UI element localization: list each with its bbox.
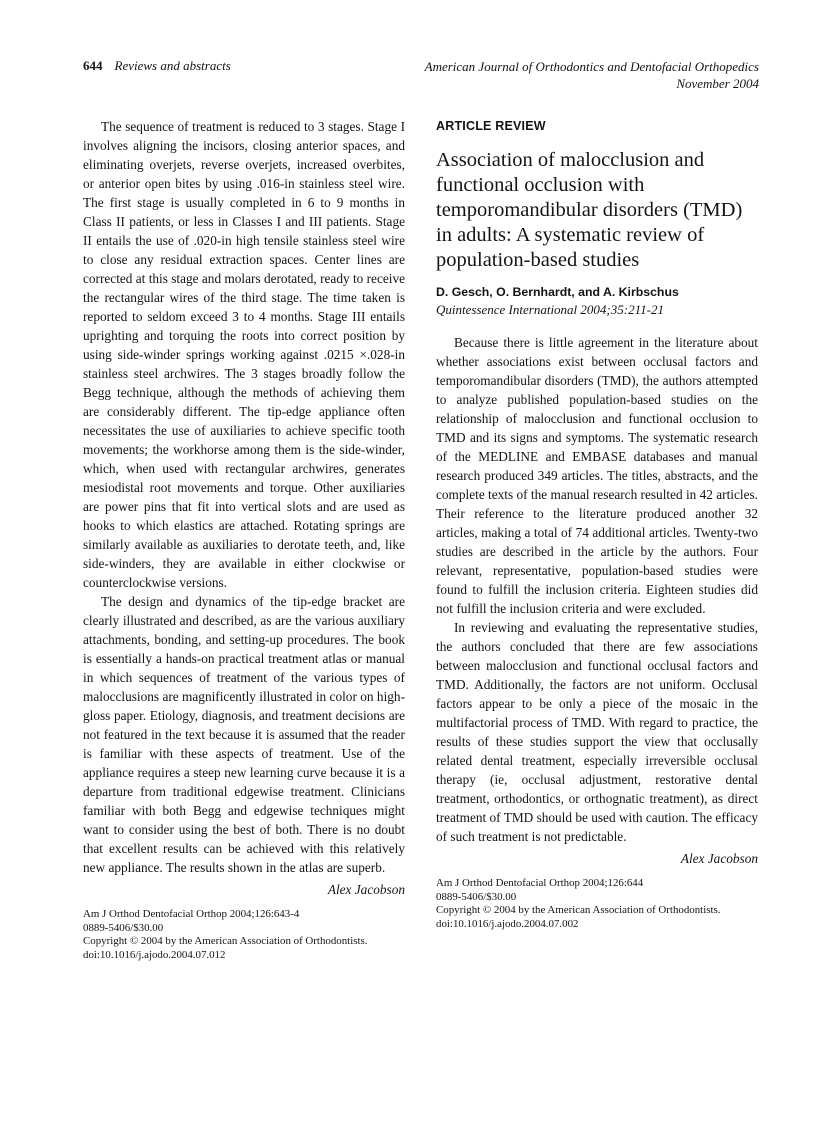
two-column-layout bbox=[83, 117, 758, 962]
running-head bbox=[83, 58, 759, 92]
review-paragraph: The design and dynamics of the tip-edge bracket are clearly illustrated and described, as are the various auxiliary attachments, bonding, and setting-up procedures. The book is essentially a hands-on practical treatment atlas or manual in which sequences of treatment of the various types of malocclusions are magnificently illustrated in color on high-gloss paper. Etiology, diagnosis, and treatment decisions are not featured in the text because it is assumed that the reader is familiar with these aspects of treatment. Use of the appliance requires a steep new learning curve because it is a departure from traditional edgewise treatment. Clinicians familiar with both Begg and edgewise techniques might want to consider using the best of both. There is no doubt that excellent results can be achieved with this relatively new appliance. The results shown in the atlas are superb. bbox=[83, 594, 405, 875]
citation-block bbox=[83, 908, 405, 962]
article-title: Association of malocclusion and functional occlusion with temporomandibular disorders (TMD) in adults: A systematic review of population-based studies bbox=[436, 149, 743, 271]
citation-line: 0889-5406/$30.00 bbox=[436, 890, 517, 903]
issue-date: November 2004 bbox=[676, 76, 759, 91]
review-paragraph: The sequence of treatment is reduced to 3 stages. Stage I involves aligning the incisors, closing anterior spaces, and eliminating overjets, reverse overjets, increased overbites, or anterior open bites by using .016-in stainless steel wire. The first stage is usually completed in 6 to 9 months in Class II patients, or less in Classes I and III patients. Stage II entails the use of .020-in high tensile stainless steel wire to close any residual extraction spaces. Center lines are corrected at this stage and molars derotated, ready to receive the rectangular wires of the third stage. The time taken is reported to seldom exceed 3 to 4 months. Stage III entails uprighting and torquing the roots into correct position by using side-winder springs working against .0215 ×.028-in stainless steel archwires. The 3 stages broadly follow the Begg technique, although the methods of achieving them are considerably different. The tip-edge appliance often necessitates the use of auxiliaries to achieve specific tooth movements; the workhorse among them is the side-winder, which, when used with rectangular archwires, generates mesiodistal root movements and torque. Other auxiliaries are power pins that fit into vertical slots and are used as hooks to which elastics are attached. Rotating springs are similarly available as auxiliaries to derotate teeth, and, like side-winders, they are available in either clockwise or counterclockwise versions. bbox=[83, 119, 405, 590]
citation-line: Am J Orthod Dentofacial Orthop 2004;126:644 bbox=[436, 877, 644, 889]
review-paragraph: In reviewing and evaluating the representative studies, the authors concluded that there are few associations between malocclusion and functional occlusal factors and TMD. Additionally, the factors are not uniform. Occlusal factors appear to be only a piece of the mosaic in the multifactorial process of TMD. With regard to practice, the results of these studies support the view that occlusally related dental treatment, especially irreversible occlusal therapy (ie, occlusal adjustment, restorative dental treatment, orthodontics, or orthognatic treatment), as direct treatment of TMD should be used with caution. The efficacy of such treatment is not predictable. bbox=[436, 620, 758, 844]
article-review-kicker: ARTICLE REVIEW bbox=[436, 119, 546, 133]
citation-line: Copyright © 2004 by the American Association of Orthodontists. bbox=[83, 935, 368, 948]
left-column bbox=[83, 117, 405, 962]
reviewer-signature: Alex Jacobson bbox=[680, 851, 758, 866]
section-title: Reviews and abstracts bbox=[114, 58, 231, 73]
review-paragraph: Because there is little agreement in the literature about whether associations exist between occlusal factors and temporomandibular disorders (TMD), the authors attempted to analyze published population-based studies on the relationship of malocclusion and functional occlusion to TMD and its signs and symptoms. The systematic research of the MEDLINE and EMBASE databases and manual research produced 349 articles. The titles, abstracts, and the complete texts of the manual research resulted in 42 articles. Their reference to the literature produced another 32 articles, making a total of 74 additional articles. Twenty-two studies are described in the article by the authors. Four relevant, representative, population-based studies were found to fulfill the inclusion criteria. Eighteen studies did not fulfill the inclusion criteria and were excluded. bbox=[436, 335, 758, 616]
journal-name: American Journal of Orthodontics and Dentofacial Orthopedics bbox=[424, 59, 759, 74]
article-source-citation: Quintessence International 2004;35:211-21 bbox=[436, 302, 664, 317]
citation-line: Copyright © 2004 by the American Association of Orthodontists. bbox=[436, 904, 721, 917]
citation-line: Am J Orthod Dentofacial Orthop 2004;126:643-4 bbox=[83, 908, 300, 920]
running-head-left bbox=[83, 58, 231, 74]
citation-line: 0889-5406/$30.00 bbox=[83, 921, 164, 934]
running-head-right bbox=[425, 58, 759, 92]
right-column bbox=[436, 117, 758, 962]
citation-block bbox=[436, 877, 758, 931]
right-column-body bbox=[436, 333, 758, 846]
page-number: 644 bbox=[83, 58, 103, 73]
article-authors: D. Gesch, O. Bernhardt, and A. Kirbschus bbox=[436, 285, 679, 299]
citation-line: doi:10.1016/j.ajodo.2004.07.002 bbox=[436, 917, 579, 930]
citation-line: doi:10.1016/j.ajodo.2004.07.012 bbox=[83, 948, 226, 961]
left-column-body bbox=[83, 117, 405, 877]
reviewer-signature: Alex Jacobson bbox=[327, 882, 405, 897]
